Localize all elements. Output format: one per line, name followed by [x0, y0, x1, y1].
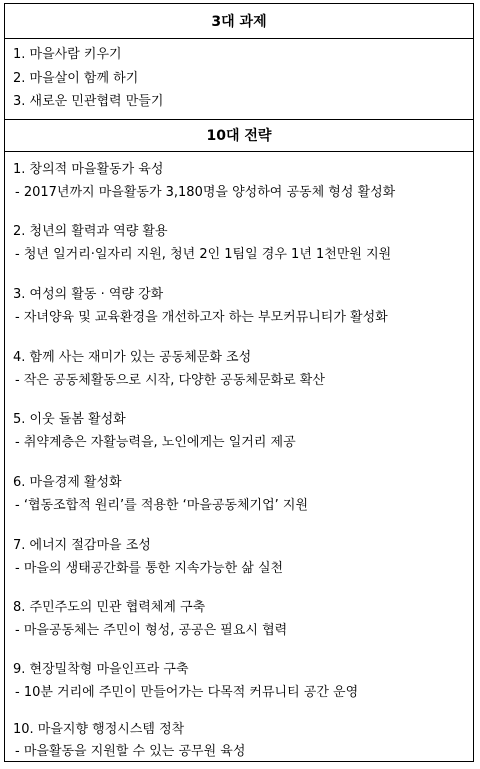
strategy-title: 1. 창의적 마을활동가 육성 [13, 162, 164, 177]
tasks-header: 3대 과제 [211, 14, 267, 30]
strategy-title: 7. 에너지 절감마을 조성 [13, 538, 151, 553]
strategy-title: 9. 현장밀착형 마을인프라 구축 [13, 662, 189, 677]
strategy-title: 3. 여성의 활동 · 역량 강화 [13, 287, 164, 302]
strategy-detail: - 10분 거리에 주민이 만들어가는 다목적 커뮤니티 공간 운영 [15, 685, 359, 700]
strategy-title: 8. 주민주도의 민관 협력체계 구축 [13, 600, 206, 615]
divider [5, 38, 473, 39]
strategy-detail: - 마을공동체는 주민이 형성, 공공은 필요시 협력 [15, 623, 288, 638]
strategy-detail: - 청년 일거리·일자리 지원, 청년 2인 1팀일 경우 1년 1천만원 지원 [15, 247, 392, 262]
strategy-title: 6. 마을경제 활성화 [13, 475, 122, 490]
strategy-detail: - 작은 공동체활동으로 시작, 다양한 공동체문화로 확산 [15, 373, 325, 388]
task-item: 3. 새로운 민관협력 만들기 [13, 94, 164, 109]
document-table [4, 3, 474, 762]
task-item: 2. 마을살이 함께 하기 [13, 71, 139, 86]
strategy-detail: - 취약계층은 자활능력을, 노인에게는 일거리 제공 [15, 435, 296, 450]
strategy-detail: - ‘협동조합적 원리’를 적용한 ‘마을공동체기업’ 지원 [15, 498, 309, 513]
strategy-title: 10. 마을지향 행정시스템 정착 [13, 722, 185, 737]
strategy-title: 2. 청년의 활력과 역량 활용 [13, 224, 168, 239]
strategy-detail: - 2017년까지 마을활동가 3,180명을 양성하여 공동체 형성 활성화 [15, 185, 396, 200]
strategy-detail: - 마을의 생태공간화를 통한 지속가능한 삶 실천 [15, 561, 284, 576]
divider [5, 151, 473, 152]
strategy-title: 4. 함께 사는 재미가 있는 공동체문화 조성 [13, 350, 252, 365]
strategy-title: 5. 이웃 돌봄 활성화 [13, 412, 126, 427]
strategies-header: 10대 전략 [206, 128, 272, 144]
task-item: 1. 마을사람 키우기 [13, 47, 122, 62]
strategy-detail: - 자녀양육 및 교육환경을 개선하고자 하는 부모커뮤니티가 활성화 [15, 310, 388, 325]
strategy-detail: - 마을활동을 지원할 수 있는 공무원 육성 [15, 744, 246, 759]
